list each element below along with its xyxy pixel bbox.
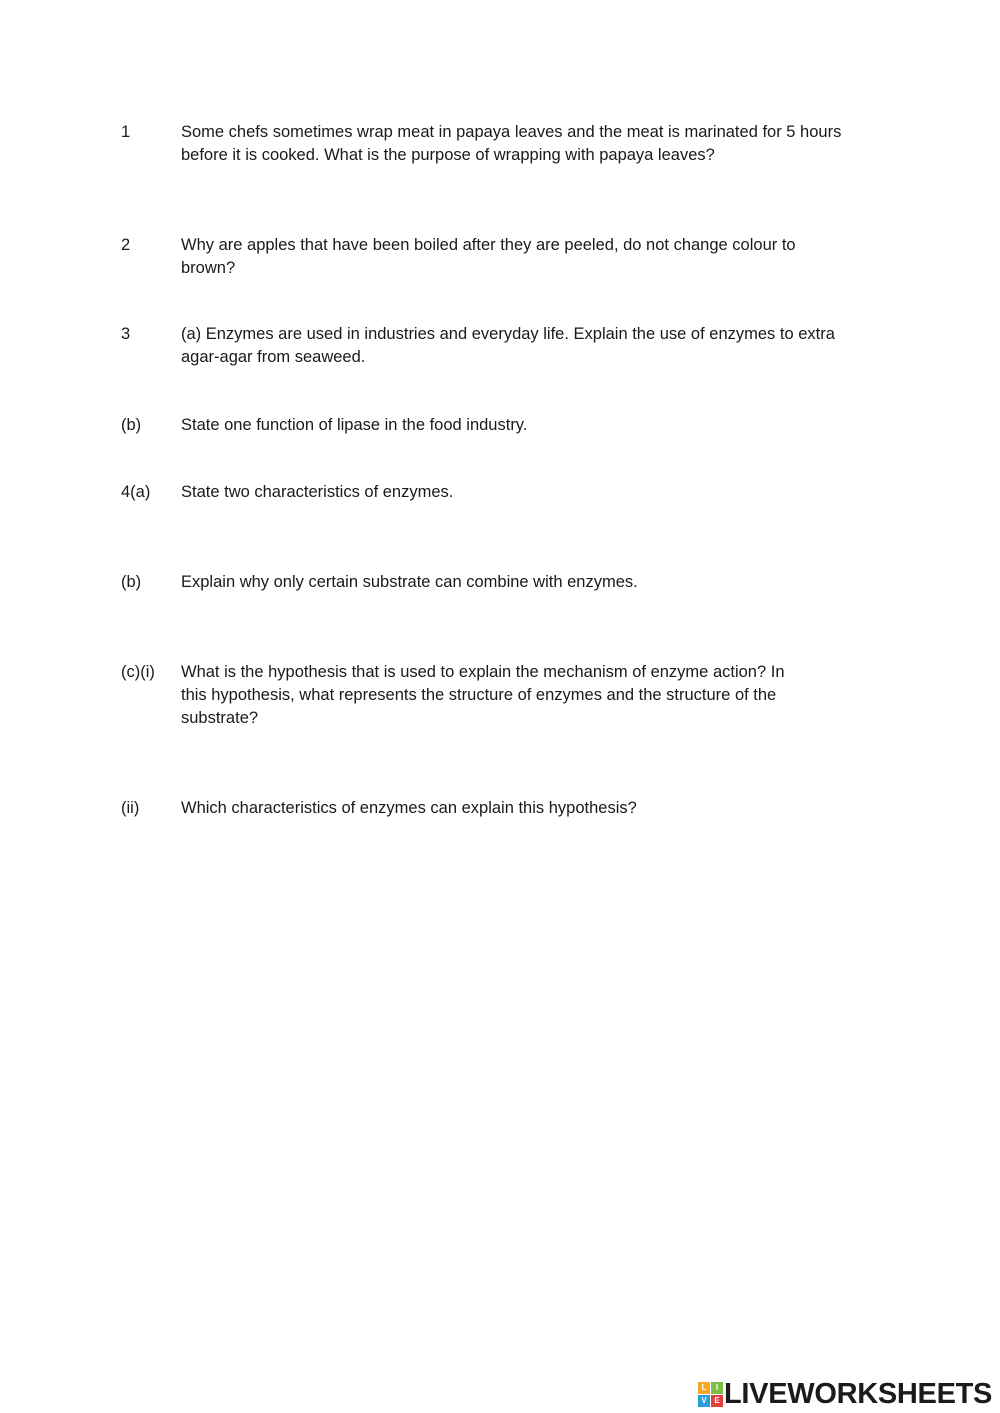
logo-tile: L — [698, 1382, 710, 1394]
logo-tile: I — [711, 1382, 723, 1394]
question-number: 1 — [121, 123, 131, 141]
question-line: State two characteristics of enzymes. — [181, 483, 454, 501]
question-text — [181, 661, 861, 730]
question-line: Explain why only certain substrate can combine with enzymes. — [181, 573, 638, 591]
liveworksheets-branding — [698, 1378, 992, 1410]
question-text — [181, 414, 861, 437]
question-number: 3 — [121, 325, 131, 343]
question-line: State one function of lipase in the food industry. — [181, 416, 528, 434]
question-line: before it is cooked. What is the purpose of wrapping with papaya leaves? — [181, 146, 715, 164]
question-text — [181, 234, 861, 280]
logo-tile: V — [698, 1395, 710, 1407]
question-number: (c)(i) — [121, 663, 155, 681]
question-text — [181, 323, 861, 369]
liveworksheets-logo-icon — [698, 1382, 722, 1406]
question-line: What is the hypothesis that is used to explain the mechanism of enzyme action? In — [181, 663, 785, 681]
question-number: 4(a) — [121, 483, 151, 501]
question-text — [181, 481, 861, 504]
question-text — [181, 797, 861, 820]
question-number: (ii) — [121, 799, 140, 817]
question-line: agar-agar from seaweed. — [181, 348, 366, 366]
question-line: Why are apples that have been boiled after they are peeled, do not change colour to — [181, 236, 796, 254]
question-line: brown? — [181, 259, 236, 277]
question-line: substrate? — [181, 709, 259, 727]
question-line: this hypothesis, what represents the structure of enzymes and the structure of the — [181, 686, 777, 704]
question-text — [181, 571, 861, 594]
logo-tile: E — [711, 1395, 723, 1407]
question-number: 2 — [121, 236, 131, 254]
question-number: (b) — [121, 573, 142, 591]
question-line: (a) Enzymes are used in industries and everyday life. Explain the use of enzymes to extra — [181, 325, 835, 343]
question-line: Some chefs sometimes wrap meat in papaya leaves and the meat is marinated for 5 hours — [181, 123, 842, 141]
liveworksheets-wordmark: LIVEWORKSHEETS — [724, 1378, 993, 1410]
question-line: Which characteristics of enzymes can explain this hypothesis? — [181, 799, 637, 817]
question-number: (b) — [121, 416, 142, 434]
question-text — [181, 121, 861, 167]
